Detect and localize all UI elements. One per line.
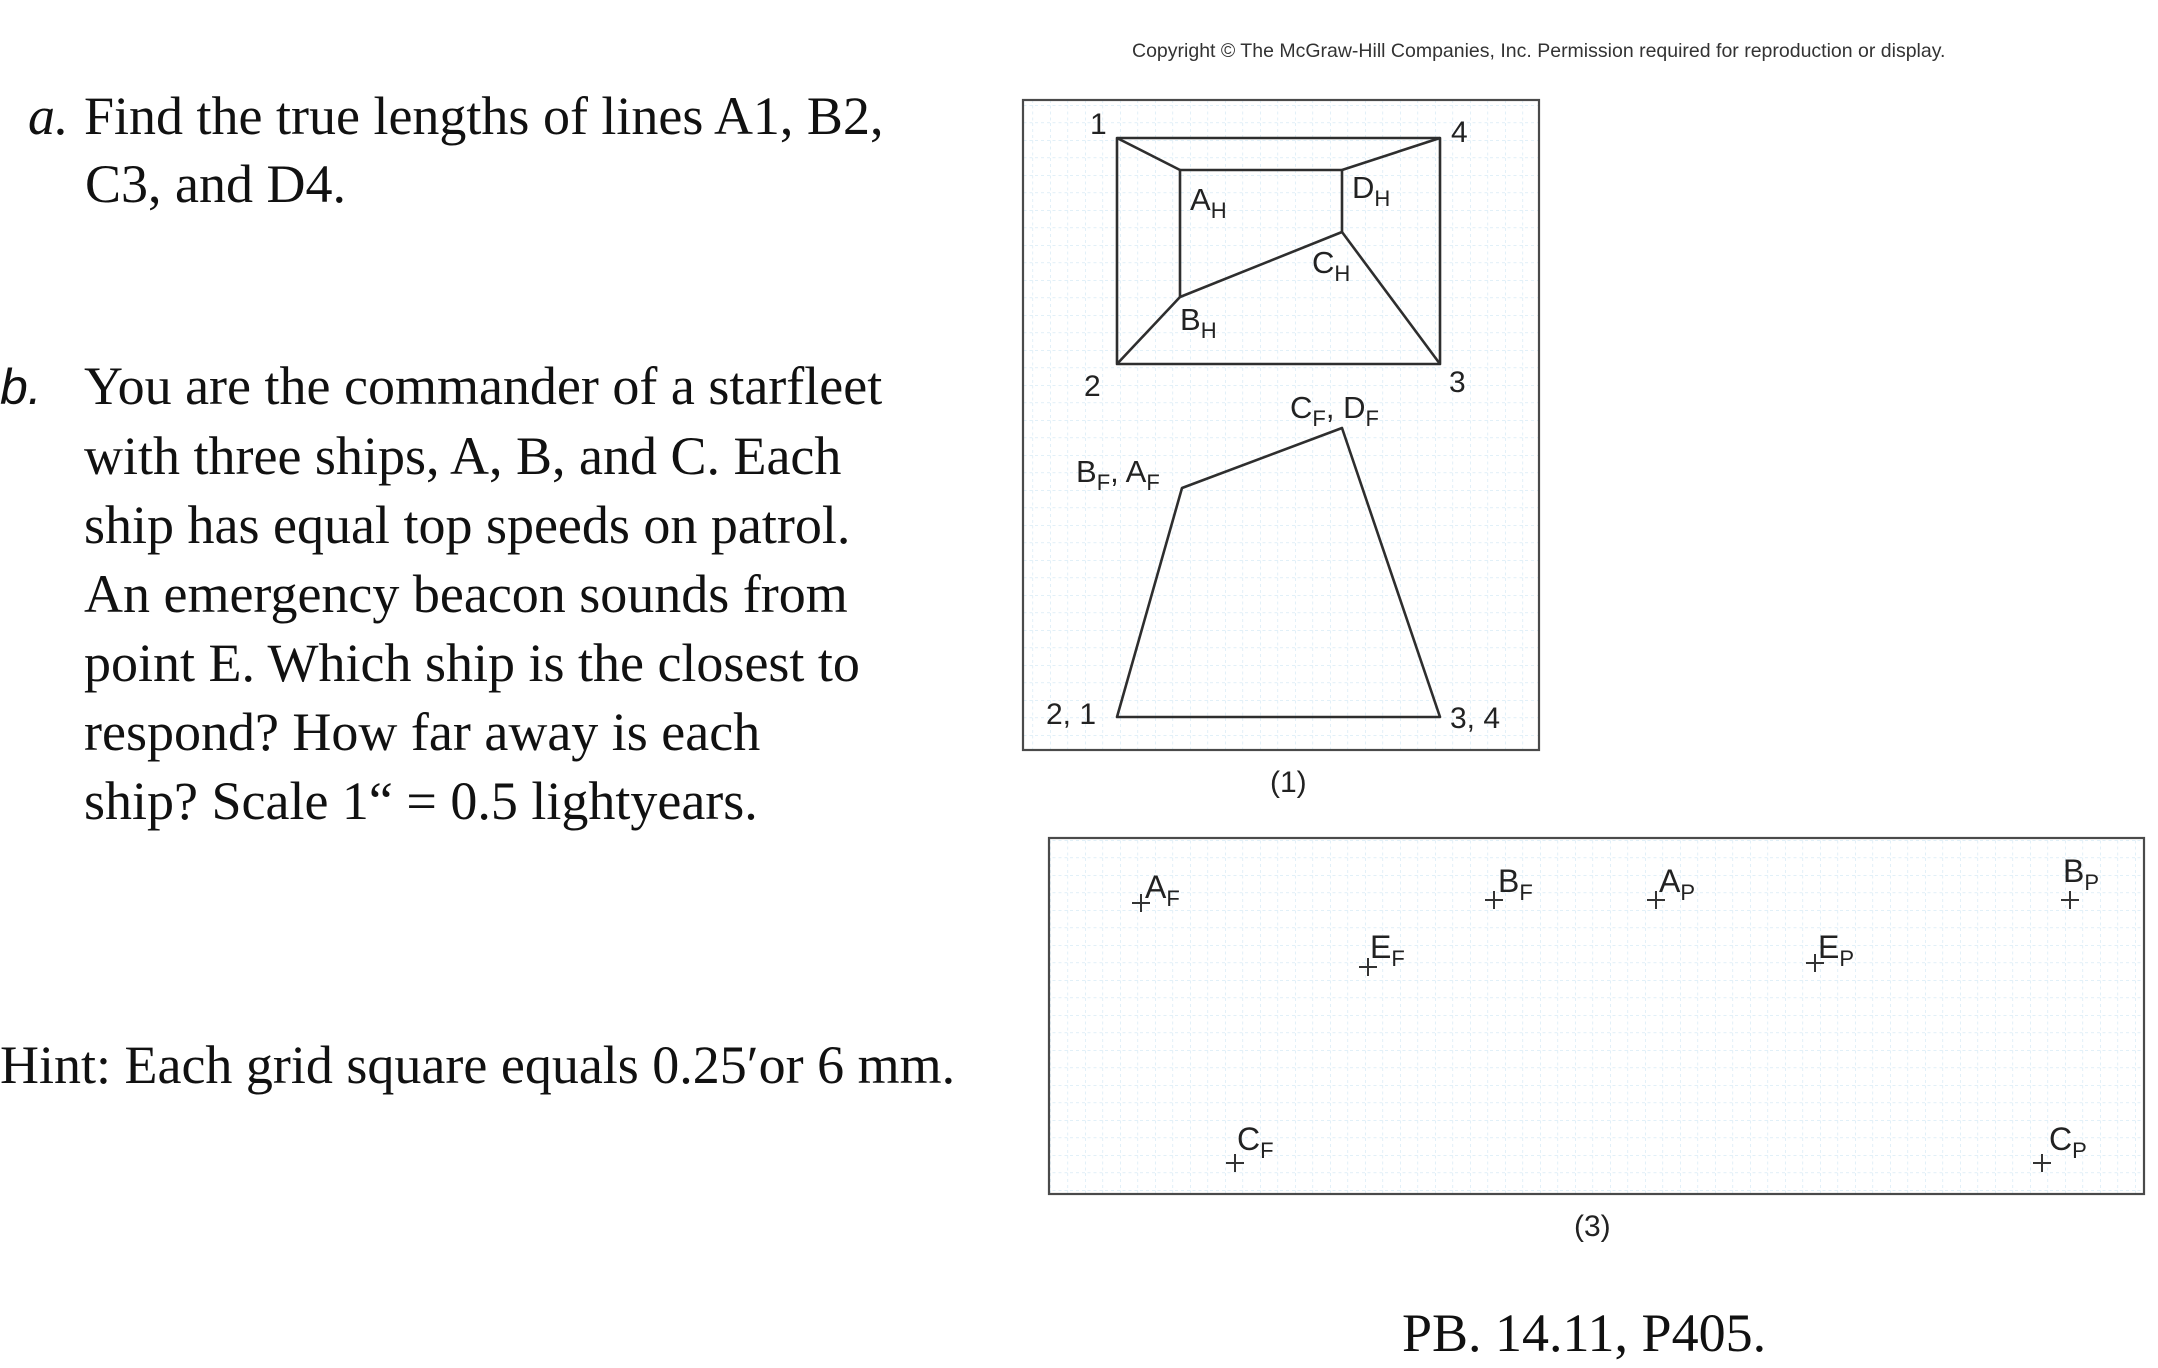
point-label-subscript: H (1334, 261, 1351, 286)
point-label-subscript: H (1210, 198, 1227, 223)
figure-3-grid (1049, 838, 2144, 1194)
copyright-notice: Copyright © The McGraw-Hill Companies, Inc. Permission required for reproduction or display. (1132, 40, 1946, 62)
point-label-name: C (1237, 1121, 1261, 1157)
hint-text: Hint: Each grid square equals 0.25′or 6 mm. (0, 1035, 956, 1095)
point-label-name: E (1370, 929, 1392, 965)
point-label-subscript: F (1096, 470, 1111, 495)
base-label-right: 3, 4 (1450, 702, 1501, 735)
point-label-name: C (2049, 1121, 2073, 1157)
problem-a-line-2: C3, and D4. (85, 154, 346, 214)
point-label-subscript: P (2072, 1138, 2087, 1163)
figure-1-grid (1023, 100, 1539, 750)
point-label-subscript: F (1519, 880, 1533, 905)
point-label-name: A (1145, 869, 1167, 905)
figure-3-caption: (3) (1574, 1210, 1611, 1243)
point-label-subscript: F (1312, 406, 1326, 431)
point-label-subscript: F (1260, 1138, 1274, 1163)
point-label-subscript: F (1146, 470, 1160, 495)
point-label-name: C (1312, 245, 1335, 280)
point-label-name: B (1076, 454, 1097, 489)
point-label-name: B (1498, 863, 1520, 899)
point-label-separator: , (1325, 390, 1344, 425)
problem-a-line-1: Find the true lengths of lines A1, B2, (84, 86, 884, 146)
point-label-name: E (1818, 929, 1840, 965)
corner-label-1: 1 (1090, 108, 1107, 141)
corner-label-2: 2 (1084, 370, 1101, 403)
figure-1 (1023, 100, 1539, 750)
problem-b-line: with three ships, A, B, and C. Each (84, 426, 842, 486)
point-label-subscript: P (1680, 880, 1696, 905)
point-label-name: A (1659, 863, 1681, 899)
problem-b-marker: b. (0, 359, 42, 415)
point-label-name: B (1180, 302, 1201, 337)
point-label-subscript: F (1365, 406, 1379, 431)
problem-b-line: An emergency beacon sounds from (84, 564, 848, 624)
point-label-subscript: H (1200, 318, 1217, 343)
point-label-subscript: H (1374, 186, 1391, 211)
corner-label-3: 3 (1449, 366, 1466, 399)
problem-reference: PB. 14.11, P405. (1402, 1303, 1767, 1363)
problem-b-line: point E. Which ship is the closest to (84, 633, 860, 693)
problem-b-line: ship? Scale 1“ = 0.5 lightyears. (84, 771, 758, 831)
problem-b-line: You are the commander of a starfleet (84, 356, 883, 416)
point-label-name: C (1290, 390, 1313, 425)
point-label-separator: , (1110, 454, 1126, 489)
point-label-name: D (1352, 170, 1375, 205)
corner-label-4: 4 (1451, 116, 1468, 149)
base-label-left: 2, 1 (1046, 698, 1097, 731)
point-label-subscript: F (1391, 946, 1405, 971)
problem-a-marker: a. (28, 86, 69, 146)
point-label-subscript: P (2084, 870, 2100, 895)
point-label-name: A (1190, 182, 1211, 217)
point-label-subscript: F (1166, 886, 1180, 911)
figure-3 (1049, 838, 2144, 1194)
point-label-name: D (1343, 390, 1366, 425)
problem-b-line: respond? How far away is each (84, 702, 761, 762)
point-label-name: A (1125, 454, 1147, 489)
point-label-subscript: P (1839, 946, 1855, 971)
figure-1-caption: (1) (1270, 766, 1307, 799)
point-label-name: B (2063, 853, 2085, 889)
problem-b-line: ship has equal top speeds on patrol. (84, 495, 851, 555)
